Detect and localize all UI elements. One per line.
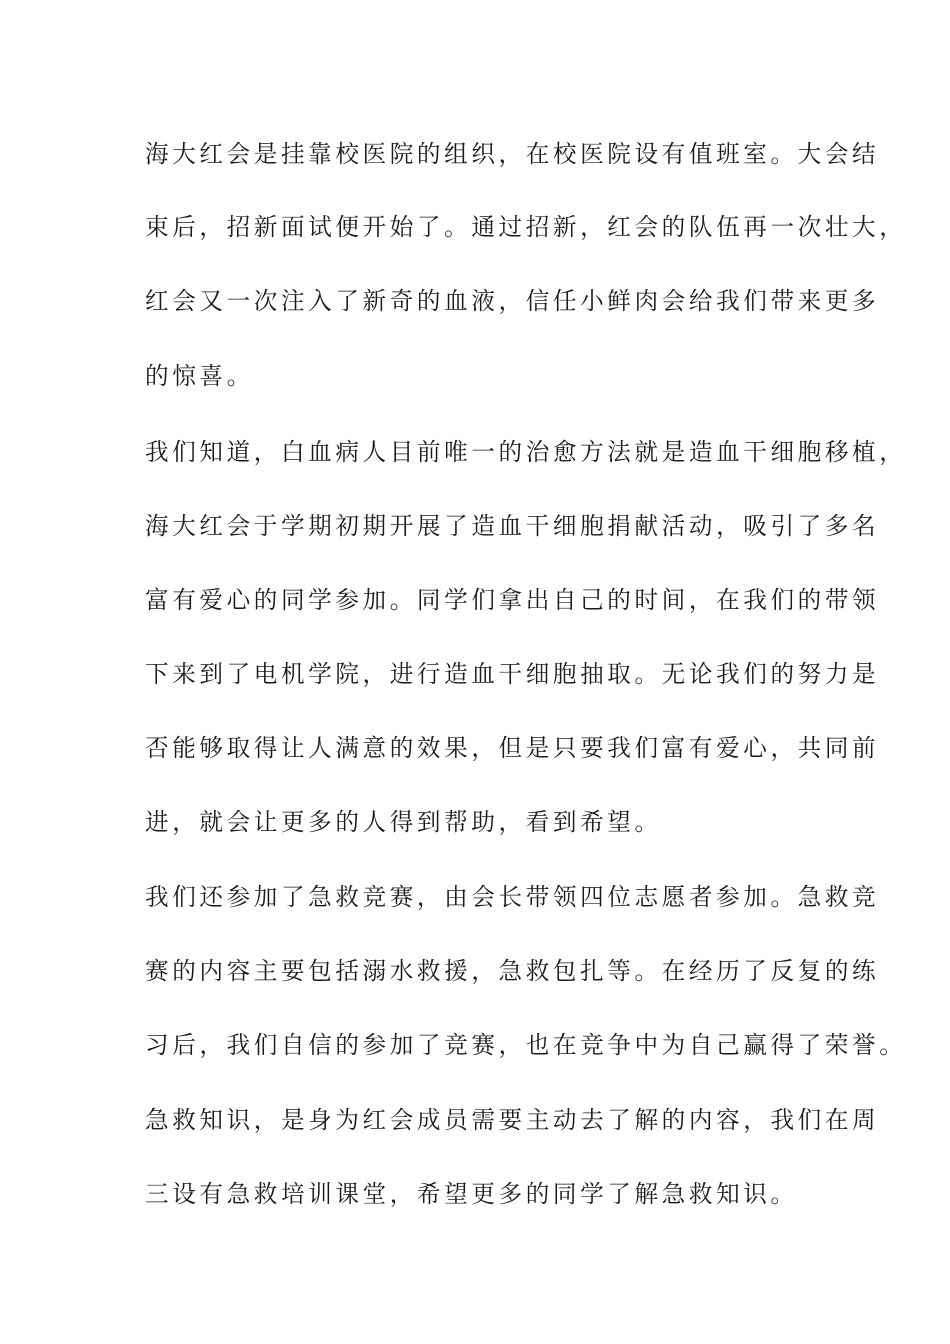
text-line: 富有爱心的同学参加。同学们拿出自己的时间，在我们的带领 <box>145 586 880 614</box>
text-line: 海大红会于学期初期开展了造血干细胞捐献活动，吸引了多名 <box>145 512 880 540</box>
text-line: 三设有急救培训课堂，希望更多的同学了解急救知识。 <box>145 1180 798 1208</box>
text-line: 下来到了电机学院，进行造血干细胞抽取。无论我们的努力是 <box>145 660 880 688</box>
text-line: 红会又一次注入了新奇的血液，信任小鲜肉会给我们带来更多 <box>145 287 880 315</box>
text-line: 我们还参加了急救竞赛，由会长带领四位志愿者参加。急救竞 <box>145 883 880 911</box>
text-line: 习后，我们自信的参加了竞赛，也在竞争中为自己赢得了荣誉。 <box>145 1031 907 1059</box>
text-line: 海大红会是挂靠校医院的组织，在校医院设有值班室。大会结 <box>145 140 880 168</box>
text-line: 否能够取得让人满意的效果，但是只要我们富有爱心，共同前 <box>145 734 880 762</box>
text-line: 进，就会让更多的人得到帮助，看到希望。 <box>145 808 662 836</box>
text-line: 赛的内容主要包括溺水救援，急救包扎等。在经历了反复的练 <box>145 957 880 985</box>
text-line: 束后，招新面试便开始了。通过招新，红会的队伍再一次壮大， <box>145 213 907 241</box>
text-line: 急救知识，是身为红会成员需要主动去了解的内容，我们在周 <box>145 1106 880 1134</box>
text-line: 我们知道，白血病人目前唯一的治愈方法就是造血干细胞移植， <box>145 438 907 466</box>
text-line: 的惊喜。 <box>145 362 254 390</box>
